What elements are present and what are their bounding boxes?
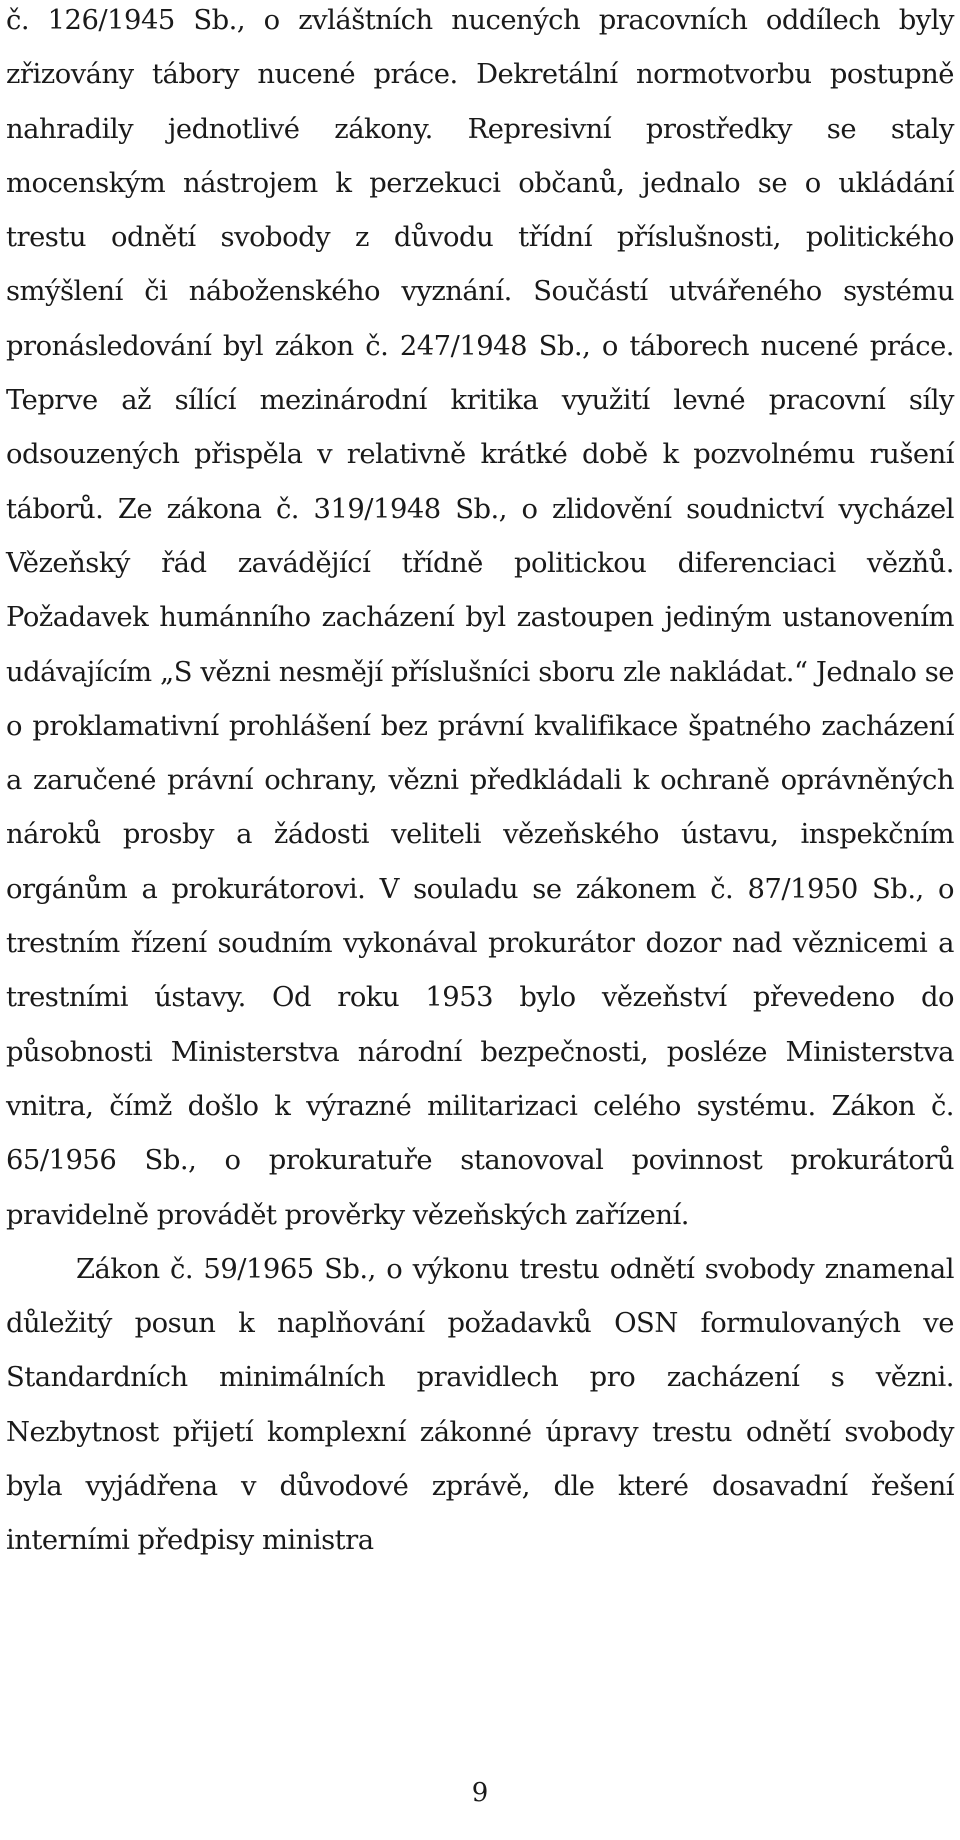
paragraph-2: Zákon č. 59/1965 Sb., o výkonu trestu odnětí svobody znamenal důležitý posun k naplňování požadavků OSN formulovaných ve Standardních minimálních pravidlech pro zacházení s vězni. Nezbytnost přijetí komplexní zákonné úpravy trestu odnětí svobody byla vyjádřena v důvodové zprávě, dle které dosavadní řešení interními předpisy ministra: [6, 1253, 954, 1557]
paragraph-1: č. 126/1945 Sb., o zvláštních nucených pracovních oddílech byly zřizovány tábory nucené práce. Dekretální normotvorbu postupně nahradily jednotlivé zákony. Represivní prostředky se staly mocenským nástrojem k perzekuci občanů, jednalo se o ukládání trestu odnětí svobody z důvodu třídní příslušnosti, politického smýšlení či náboženského vyznání. Součástí utvářeného systému pronásledování byl zákon č. 247/1948 Sb., o táborech nucené práce. Teprve až sílící mezinárodní kritika využití levné pracovní síly odsouzených přispěla v relativně krátké době k pozvolnému rušení táborů. Ze zákona č. 319/1948 Sb., o zlidovění soudnictví vycházel Vězeňský řád zavádějící třídně politickou diferenciaci vězňů. Požadavek humánního zacházení byl zastoupen jediným ustanovením udávajícím „S vězni nesmějí příslušníci sboru zle nakládat.“ Jednalo se o proklamativní prohlášení bez právní kvalifikace špatného zacházení a zaručené právní ochrany, vězni předkládali k ochraně oprávněných nároků prosby a žádosti veliteli vězeňského ústavu, inspekčním orgánům a prokurátorovi. V souladu se zákonem č. 87/1950 Sb., o trestním řízení soudním vykonával prokurátor dozor nad věznicemi a trestními ústavy. Od roku 1953 bylo vězeňství převedeno do působnosti Ministerstva národní bezpečnosti, posléze Ministerstva vnitra, čímž došlo k výrazné militarizaci celého systému. Zákon č. 65/1956 Sb., o prokuratuře stanovoval povinnost prokurátorů pravidelně provádět prověrky vězeňských zařízení.: [6, 5, 954, 1231]
page-number: 9: [471, 1778, 489, 1808]
body-text: [6, 0, 954, 1569]
